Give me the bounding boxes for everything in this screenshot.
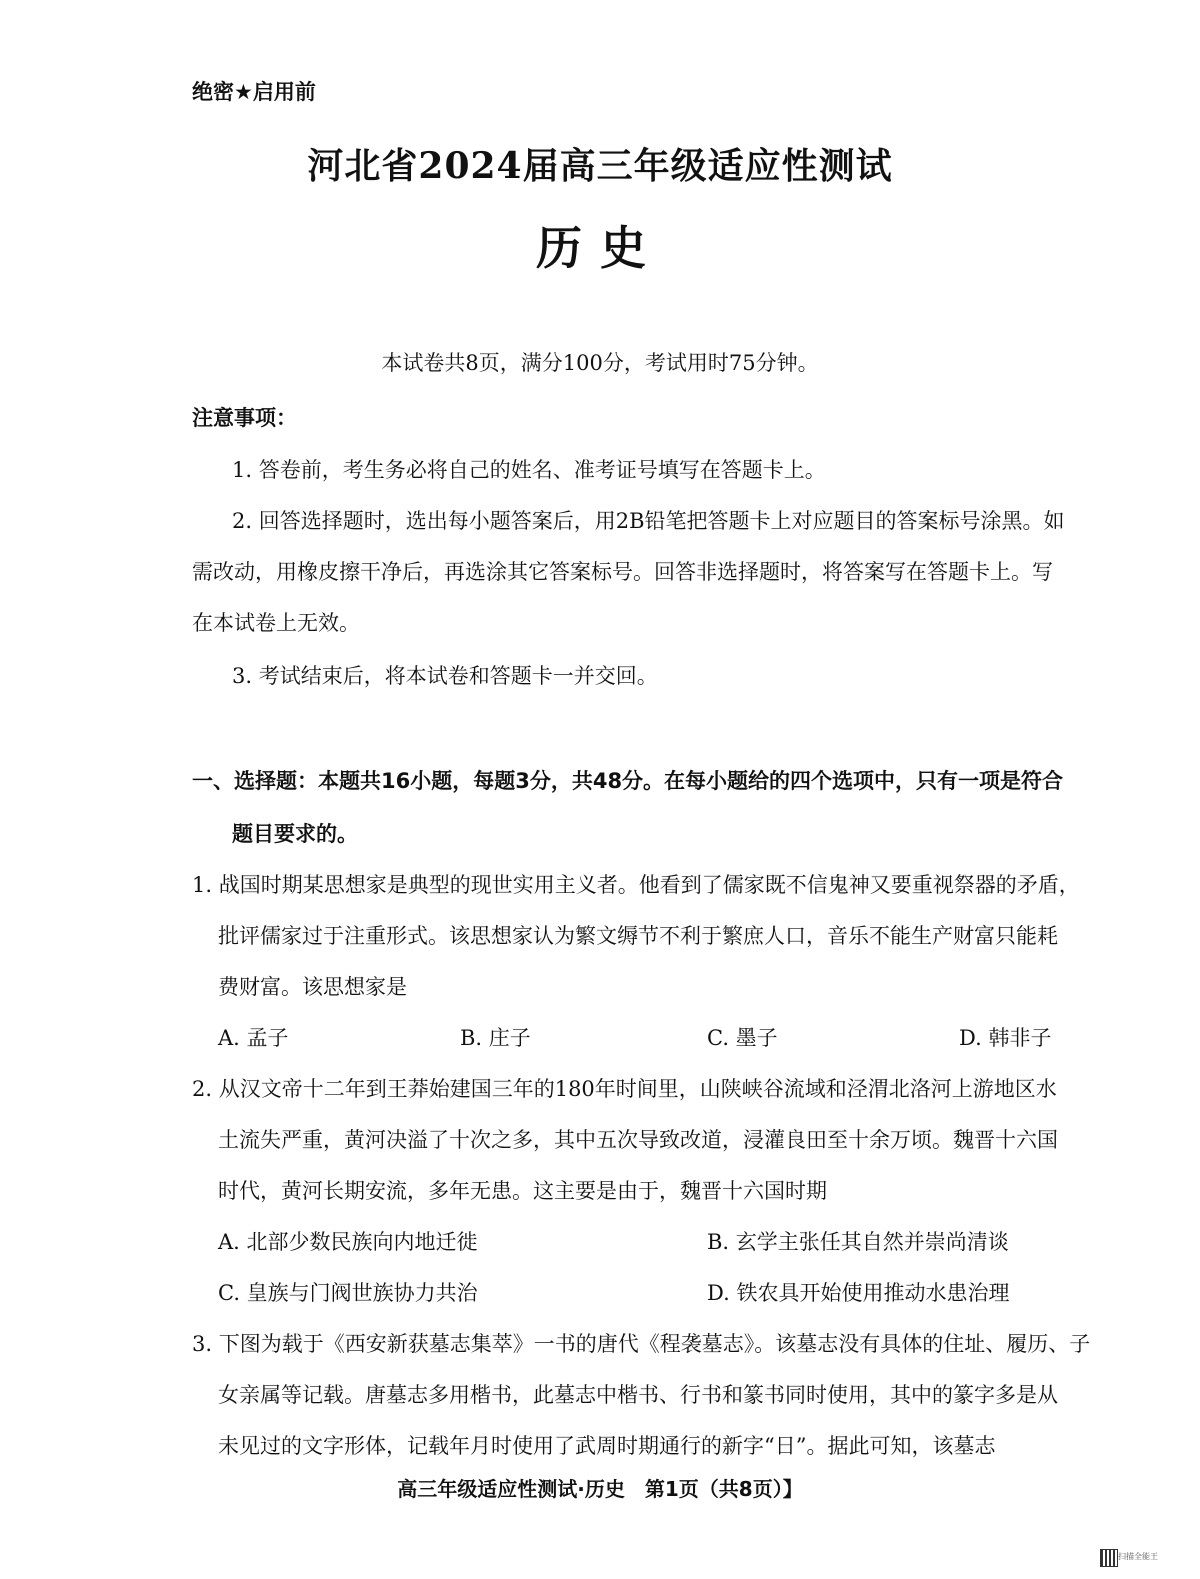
question-1-option-a[interactable]: A. 孟子 [218,1026,289,1050]
qr-code-icon [1100,1549,1118,1567]
question-3-line-1: 3. 下图为载于《西安新获墓志集萃》一书的唐代《程袭墓志》。该墓志没有具体的住址、履历、子 [192,1332,1091,1356]
question-1-line-1: 1. 战国时期某思想家是典型的现世实用主义者。他看到了儒家既不信鬼神又要重视祭器的矛盾， [192,873,1080,897]
notes-heading: 注意事项： [192,406,297,430]
question-1-option-d[interactable]: D. 韩非子 [959,1026,1052,1050]
question-1-option-c[interactable]: C. 墨子 [707,1026,778,1050]
question-2-line-3: 时代，黄河长期安流，多年无患。这主要是由于，魏晋十六国时期 [218,1179,827,1203]
exam-title: 河北省2024届高三年级适应性测试 [307,145,893,187]
question-2-line-1: 2. 从汉文帝十二年到王莽始建国三年的180年时间里，山陕峡谷流域和泾渭北洛河上游地区水 [192,1077,1057,1101]
note-item-2-line-2: 需改动，用橡皮擦干净后，再选涂其它答案标号。回答非选择题时，将答案写在答题卡上。写 [192,560,1053,584]
question-3-line-3: 未见过的文字形体，记载年月时使用了武周时期通行的新字“日”。据此可知，该墓志 [218,1434,996,1458]
question-2-option-d[interactable]: D. 铁农具开始使用推动水患治理 [707,1281,1010,1305]
note-item-2-line-3: 在本试卷上无效。 [192,611,360,635]
note-item-2-line-1: 2. 回答选择题时，选出每小题答案后，用2B铅笔把答题卡上对应题目的答案标号涂黑。如 [232,509,1065,533]
scanner-watermark: 扫描全能王 [1118,1552,1158,1561]
section-heading: 一、选择题：本题共16小题，每题3分，共48分。在每小题给的四个选项中，只有一项是符合 [192,769,1064,793]
question-2-option-c[interactable]: C. 皇族与门阀世族协力共治 [218,1281,478,1305]
confidential-label: 绝密★启用前 [192,80,316,104]
question-1-option-b[interactable]: B. 庄子 [460,1026,531,1050]
note-item-1: 1. 答卷前，考生务必将自己的姓名、准考证号填写在答题卡上。 [232,458,826,482]
question-2-option-a[interactable]: A. 北部少数民族向内地迁徙 [218,1230,478,1254]
question-1-line-3: 费财富。该思想家是 [218,975,407,999]
question-2-line-2: 土流失严重，黄河决溢了十次之多，其中五次导致改道，浸灌良田至十余万顷。魏晋十六国 [218,1128,1058,1152]
question-2-option-b[interactable]: B. 玄学主张任其自然并崇尚清谈 [707,1230,1009,1254]
subject-title: 历史 [536,221,664,275]
exam-info: 本试卷共8页，满分100分，考试用时75分钟。 [381,351,819,375]
note-item-3: 3. 考试结束后，将本试卷和答题卡一并交回。 [232,664,658,688]
page-footer: 高三年级适应性测试·历史 第1页（共8页）】 [397,1477,803,1501]
question-3-line-2: 女亲属等记载。唐墓志多用楷书，此墓志中楷书、行书和篆书同时使用，其中的篆字多是从 [218,1383,1058,1407]
question-1-line-2: 批评儒家过于注重形式。该思想家认为繁文缛节不利于繁庶人口，音乐不能生产财富只能耗 [218,924,1058,948]
section-heading-cont: 题目要求的。 [232,822,358,846]
